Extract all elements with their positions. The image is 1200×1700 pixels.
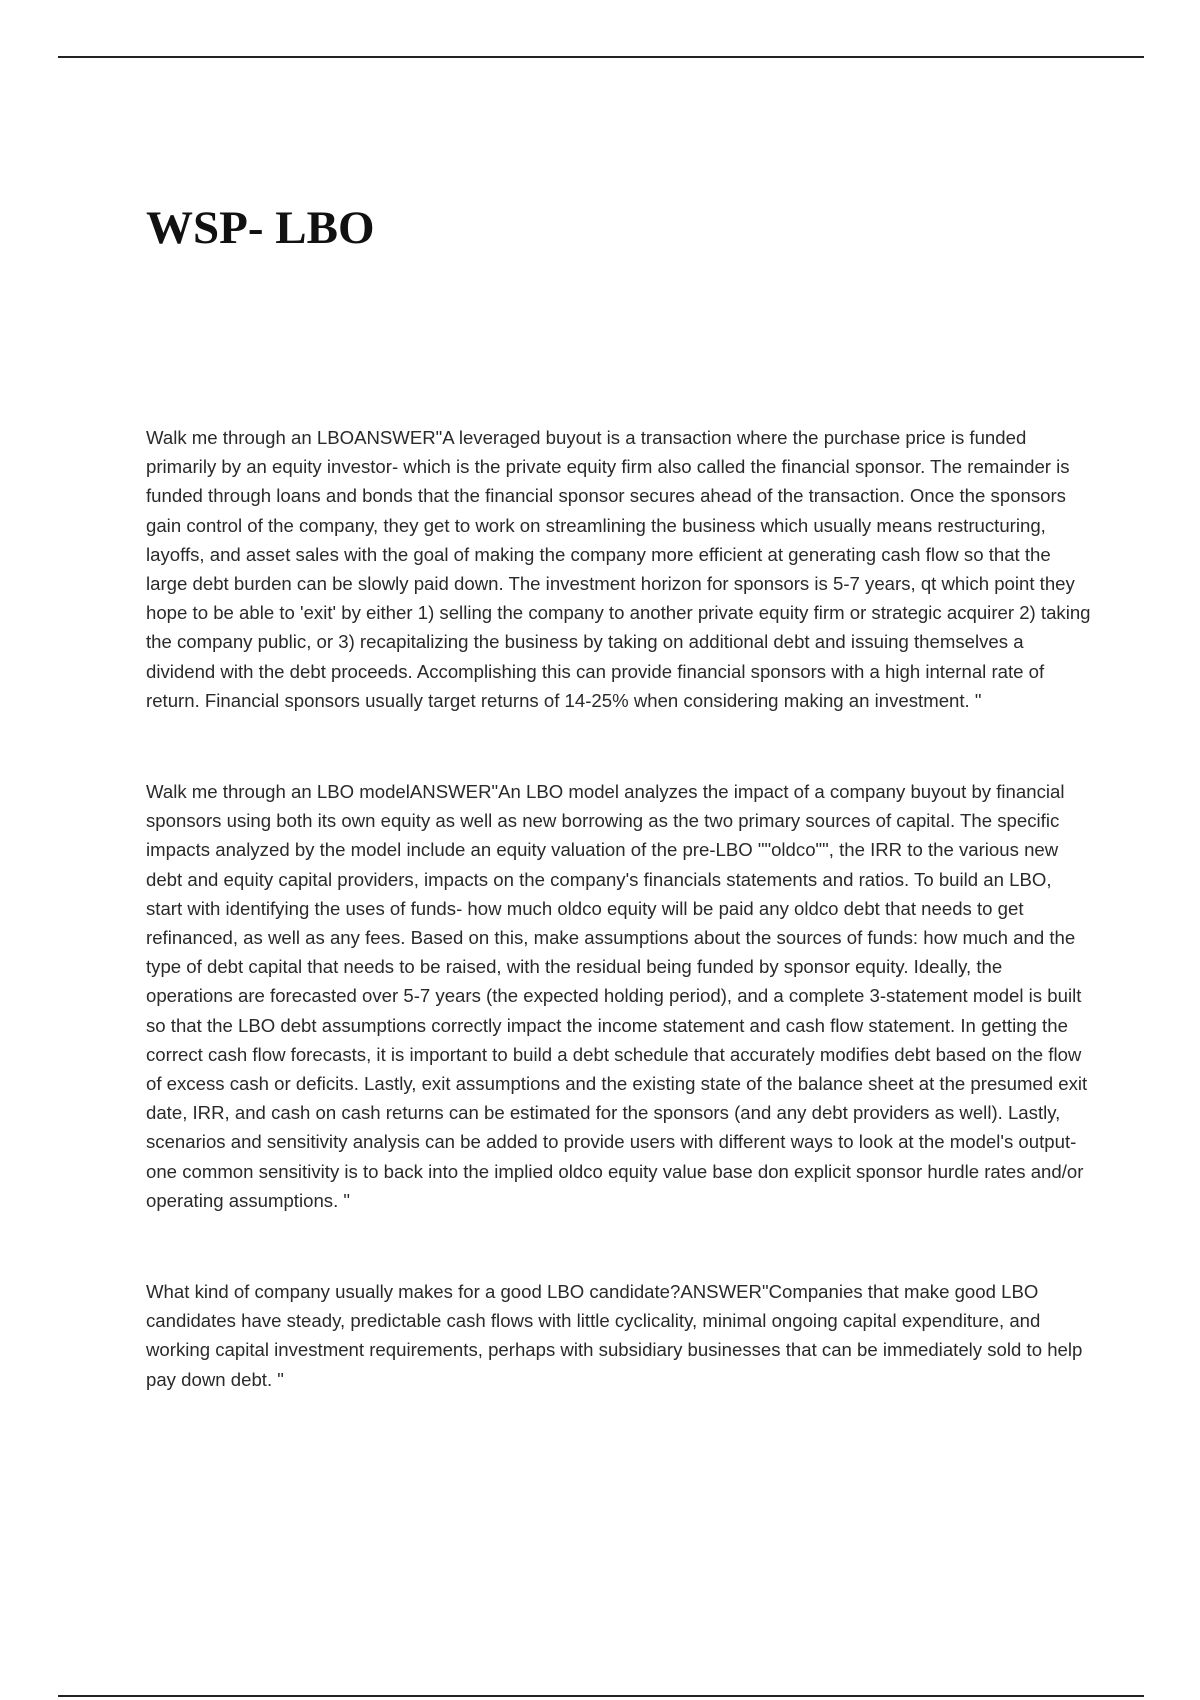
document-body [146, 423, 1091, 1394]
bottom-divider [58, 1695, 1144, 1697]
page-title: WSP- LBO [146, 202, 375, 254]
flashcard-good-lbo-candidate: What kind of company usually makes for a good LBO candidate?ANSWER"Companies that make good LBO candidates have steady, predictable cash flows with little cyclicality, minimal ongoing capital expenditure, and working capital investment requirements, perhaps with subsidiary businesses that can be immediately sold to help pay down debt. " [146, 1281, 1083, 1390]
flashcard-walk-me-through-lbo-model: Walk me through an LBO modelANSWER"An LBO model analyzes the impact of a company buyout by financial sponsors using both its own equity as well as new borrowing as the two primary sources of capital. The specific impacts analyzed by the model include an equity valuation of the pre-LBO ""oldco"", the IRR to the various new debt and equity capital providers, impacts on the company's financials statements and ratios. To build an LBO, start with identifying the uses of funds- how much oldco equity will be paid any oldco debt that needs to get refinanced, as well as any fees. Based on this, make assumptions about the sources of funds: how much and the type of debt capital that needs to be raised, with the residual being funded by sponsor equity. Ideally, the operations are forecasted over 5-7 years (the expected holding period), and a complete 3-statement model is built so that the LBO debt assumptions correctly impact the income statement and cash flow statement. In getting the correct cash flow forecasts, it is important to build a debt schedule that accurately modifies debt based on the flow of excess cash or deficits. Lastly, exit assumptions and the existing state of the balance sheet at the presumed exit date, IRR, and cash on cash returns can be estimated for the sponsors (and any debt providers as well). Lastly, scenarios and sensitivity analysis can be added to provide users with different ways to look at the model's output- one common sensitivity is to back into the implied oldco equity value base don explicit sponsor hurdle rates and/or operating assumptions. " [146, 781, 1088, 1211]
flashcard-walk-me-through-lbo: Walk me through an LBOANSWER"A leveraged buyout is a transaction where the purchase price is funded primarily by an equity investor- which is the private equity firm also called the financial sponsor. The remainder is funded through loans and bonds that the financial sponsor secures ahead of the transaction. Once the sponsors gain control of the company, they get to work on streamlining the business which usually means restructuring, layoffs, and asset sales with the goal of making the company more efficient at generating cash flow so that the large debt burden can be slowly paid down. The investment horizon for sponsors is 5-7 years, qt which point they hope to be able to 'exit' by either 1) selling the company to another private equity firm or strategic acquirer 2) taking the company public, or 3) recapitalizing the business by taking on additional debt and issuing themselves a dividend with the debt proceeds. Accomplishing this can provide financial sponsors with a high internal rate of return. Financial sponsors usually target returns of 14-25% when considering making an investment. " [146, 427, 1091, 711]
top-divider [58, 56, 1144, 58]
